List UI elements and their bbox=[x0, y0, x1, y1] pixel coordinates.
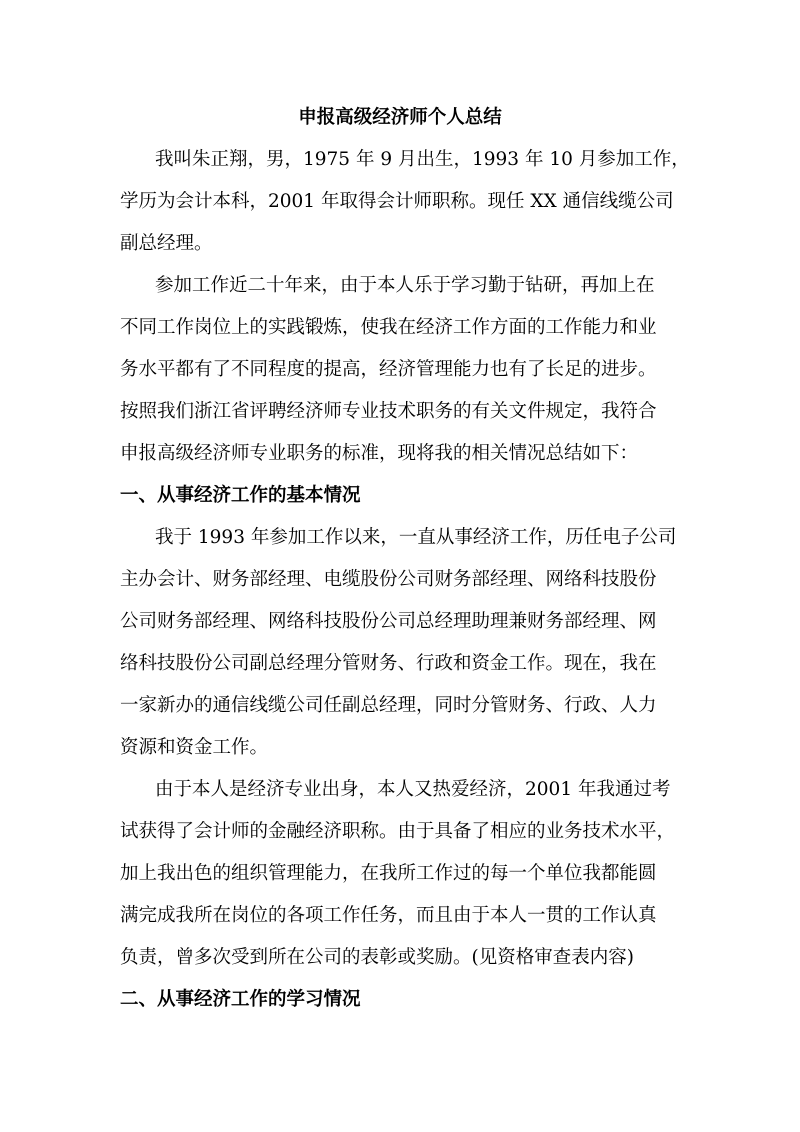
paragraph-2-line-3: 务水平都有了不同程度的提高，经济管理能力也有了长足的进步。 bbox=[120, 359, 657, 380]
paragraph-2-line-2: 不同工作岗位上的实践锻炼，使我在经济工作方面的工作能力和业 bbox=[120, 317, 657, 338]
paragraph-3-line-1: 我于 1993 年参加工作以来，一直从事经济工作，历任电子公司 bbox=[155, 527, 677, 548]
paragraph-3-line-3: 公司财务部经理、网络科技股份公司总经理助理兼财务部经理、网 bbox=[120, 611, 657, 632]
paragraph-4-line-3: 加上我出色的组织管理能力，在我所工作过的每一个单位我都能圆 bbox=[120, 863, 657, 884]
paragraph-4-line-5: 负责，曾多次受到所在公司的表彰或奖励。(见资格审查表内容) bbox=[120, 947, 634, 968]
paragraph-3-line-6: 资源和资金工作。 bbox=[120, 737, 269, 758]
paragraph-3-line-2: 主办会计、财务部经理、电缆股份公司财务部经理、网络科技股份 bbox=[120, 569, 657, 590]
paragraph-2-line-4: 按照我们浙江省评聘经济师专业技术职务的有关文件规定，我符合 bbox=[120, 401, 657, 422]
paragraph-1-line-1: 我叫朱正翔，男，1975 年 9 月出生，1993 年 10 月参加工作， bbox=[155, 149, 690, 170]
section-heading-1: 一、从事经济工作的基本情况 bbox=[120, 485, 361, 506]
paragraph-2-line-1: 参加工作近二十年来，由于本人乐于学习勤于钻研，再加上在 bbox=[155, 275, 655, 296]
paragraph-1-line-3: 副总经理。 bbox=[120, 233, 213, 254]
paragraph-1-line-2: 学历为会计本科，2001 年取得会计师职称。现任 XX 通信线缆公司 bbox=[120, 191, 674, 212]
paragraph-4-line-2: 试获得了会计师的金融经济职称。由于具备了相应的业务技术水平， bbox=[120, 821, 676, 842]
paragraph-4-line-4: 满完成我所在岗位的各项工作任务，而且由于本人一贯的工作认真 bbox=[120, 905, 657, 926]
paragraph-3-line-5: 一家新办的通信线缆公司任副总经理，同时分管财务、行政、人力 bbox=[120, 695, 657, 716]
paragraph-3-line-4: 络科技股份公司副总经理分管财务、行政和资金工作。现在，我在 bbox=[120, 653, 657, 674]
paragraph-2-line-5: 申报高级经济师专业职务的标准，现将我的相关情况总结如下： bbox=[120, 443, 639, 464]
document-title: 申报高级经济师个人总结 bbox=[298, 107, 502, 128]
paragraph-4-line-1: 由于本人是经济专业出身，本人又热爱经济，2001 年我通过考 bbox=[155, 779, 671, 800]
section-heading-2: 二、从事经济工作的学习情况 bbox=[120, 989, 361, 1010]
